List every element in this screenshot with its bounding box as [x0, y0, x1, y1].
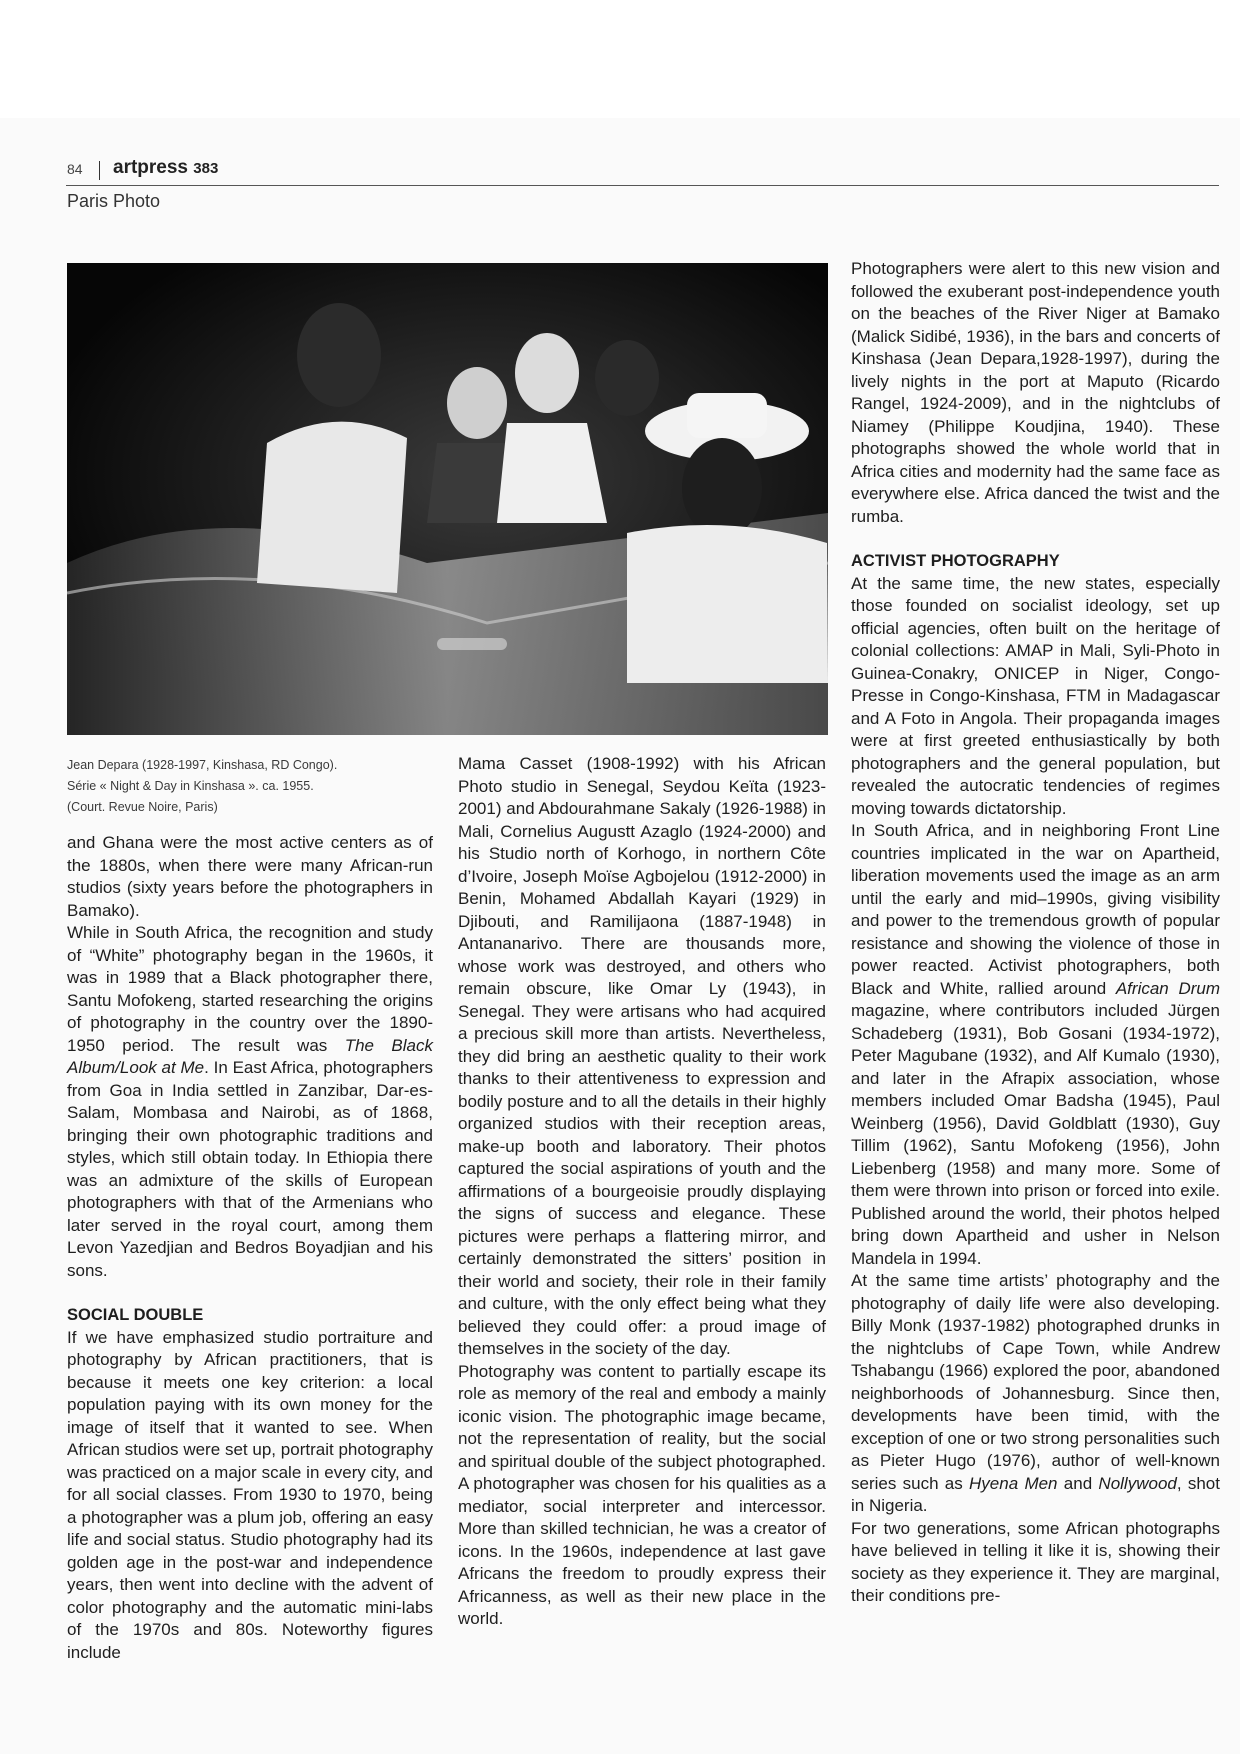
paragraph: At the same time, the new states, especially those founded on socialist ideology, set up official agencies, often built on the heritage of colonial collections: AMAP in Mali, Syli-Photo in Guinea-Conakry, ONICEP in Niger, Congo-Presse in Congo-Kinshasa, FTM in Madagascar and A Foto in Angola. Their propaganda images were at first greeted enthusiastically by both photographers and the general population, but revealed the autocratic tendencies of regimes moving towards dictatorship. — [851, 573, 1220, 818]
photo-caption — [67, 755, 407, 818]
page-number: 84 — [67, 161, 83, 177]
caption-line: (Court. Revue Noire, Paris) — [67, 800, 218, 814]
paragraph-text: At the same time artists’ photography and the photography of daily life were also developing. Billy Monk (1937-1982) photographed drunks in the nightclubs of Cape Town, while Andrew Tshabangu (1966) explored the poor, abandoned neighborhoods of Johannesburg. Since then, developments have been timid, with the exception of one or two strong personalities such as Pieter Hugo (1976), author of well-known series such as — [851, 1271, 1220, 1493]
caption-line: Jean Depara (1928-1997, Kinshasa, RD Congo). — [67, 758, 338, 772]
subheading-social-double: SOCIAL DOUBLE — [67, 1306, 204, 1324]
issue-number: 383 — [193, 160, 219, 177]
paragraph-text: In South Africa, and in neighboring Front Line countries implicated in the war on Apartheid, liberation movements used the image as an arm until the early and mid–1990s, giving visibility and power to the tremendous growth of popular resistance and showing the violence of those in power reacted. Activist photographers, both Black and White, rallied around — [851, 821, 1220, 998]
book-title: The Black Album/Look at Me — [67, 1035, 434, 1077]
series-title: Hyena Men — [969, 1473, 1058, 1493]
paragraph — [851, 820, 1220, 1270]
magazine-title — [113, 157, 218, 179]
paragraph-text: magazine, where contributors included Jürgen Schadeberg (1931), Bob Gosani (1934-1972), Peter Magubane (1932), and Alf Kumalo (1930), and later in the Afrapix association, whose members included Omar Badsha (1945), Paul Weinberg (1956), David Goldblatt (1930), Guy Tillim (1962), Santu Mofokeng (1956), John Liebenberg (1958) and many more. Some of them were thrown into prison or forced into exile. Published around the world, their photos helped bring down Apartheid and usher in Nelson Mandela in 1994. — [851, 1001, 1220, 1268]
paragraph-text: While in South Africa, the recognition and study of “White” photography began in the 1960s, it was in 1989 that a Black photographer there, Santu Mofokeng, started researching the origins of photography in the country over the 1890-1950 period. The result was — [67, 923, 433, 1055]
section-title: Paris Photo — [67, 191, 161, 211]
paragraph: Mama Casset (1908-1992) with his African Photo studio in Senegal, Seydou Keïta (1923-2001) and Abdourahmane Sakaly (1926-1988) in Mali, Cornelius Augustt Azaglo (1924-2000) and his Studio north of Korhogo, in northern Côte d’Ivoire, Joseph Moïse Agbojelou (1912-2000) in Benin, Mohamed Abdallah Kayari (1929) in Djibouti, and Ramilijaona (1887-1948) in Antananarivo. There are thousands more, whose work was destroyed, and others who remain obscure, like Omar Ly (1943), in Senegal. They were artisans who had acquired a precious skill more than artists. Nevertheless, they did bring an aesthetic quality to their work thanks to their attentiveness to expression and bodily posture and to all the details in their highly organized studios with their reception areas, make-up booth and laboratory. Their photos captured the social aspirations of youth and the affirmations of a bourgeoisie proudly displaying the signs of success and elegance. These pictures were perhaps a flattering mirror, and certainly demonstrated the sitters’ position in their world and society, their role in their family and culture, with the only effect being what they believed they could offer: a proud image of themselves in the society of the day. — [458, 754, 826, 1358]
paragraph: Photography was content to partially escape its role as memory of the real and embody a mainly iconic vision. The photographic image became, not the representation of reality, but the social and spiritual double of the subject photographed. A photographer was chosen for his qualities as a mediator, social interpreter and intercessor. More than skilled technician, he was a creator of icons. In the 1960s, independence at last gave Africans the freedom to proudly express their Africanness, as well as their new place in the world. — [458, 1361, 826, 1628]
header-rule — [66, 185, 1219, 186]
header-separator — [99, 161, 100, 180]
series-title: Nollywood — [1098, 1473, 1177, 1493]
paragraph-text: , shot in Nigeria. — [851, 1473, 1220, 1515]
paragraph: If we have emphasized studio portraiture and photography by African practitioners, that is because it meets one key criterion: a local population paying with its own money for the image of itself that it wanted to see. When African studios were set up, portrait photography was practiced on a major scale in every city, and for all social classes. From 1930 to 1970, being a photographer was a plum job, offering an easy life and social status. Studio photography had its golden age in the post-war and independence years, then went into decline with the advent of color photography and the automatic mini-labs of the 1970s and 80s. Noteworthy figures include — [67, 1327, 433, 1662]
article-photo — [67, 263, 828, 735]
paragraph — [67, 922, 433, 1282]
paragraph-text: and — [1057, 1473, 1099, 1493]
magazine-name: artpress — [113, 157, 188, 178]
paragraph: Photographers were alert to this new vision and followed the exuberant post-independence youth on the beaches of the River Niger at Bamako (Malick Sidibé, 1936), in the bars and concerts of Kinshasa (Jean Depara,1928-1997), during the lively nights in the port at Maputo (Ricardo Rangel, 1924-2009), and in the nightclubs of Niamey (Philippe Koudjina, 1940). These photographs showed the whole world that in Africa cities and modernity had the same face as everywhere else. Africa danced the twist and the rumba. — [851, 259, 1220, 526]
text-column-3 — [851, 258, 1220, 1608]
magazine-name-italic: African Drum — [1115, 978, 1220, 998]
text-column-2 — [458, 753, 826, 1631]
subheading-activist-photography: ACTIVIST PHOTOGRAPHY — [851, 552, 1060, 570]
paragraph-text: . In East Africa, photographers from Goa in India settled in Zanzibar, Dar-es-Salam, Mombasa and Nairobi, as of 1868, bringing their own photographic traditions and styles, which still obtain today. In Ethiopia there was an admixture of the skills of European photographers with that of the Armenians who later served in the royal court, among them Levon Yazedjian and Bedros Boyadjian and his sons. — [67, 1058, 434, 1280]
text-column-1 — [67, 832, 433, 1664]
photo-illustration — [67, 263, 828, 735]
paragraph: and Ghana were the most active centers as of the 1880s, when there were many African-run studios (sixty years before the photographers in Bamako). — [67, 833, 433, 920]
paragraph: For two generations, some African photographs have believed in telling it like it is, showing their society as they experience it. They are marginal, their conditions pre- — [851, 1518, 1220, 1605]
caption-line: Série « Night & Day in Kinshasa ». ca. 1955. — [67, 779, 314, 793]
paragraph — [851, 1270, 1220, 1518]
